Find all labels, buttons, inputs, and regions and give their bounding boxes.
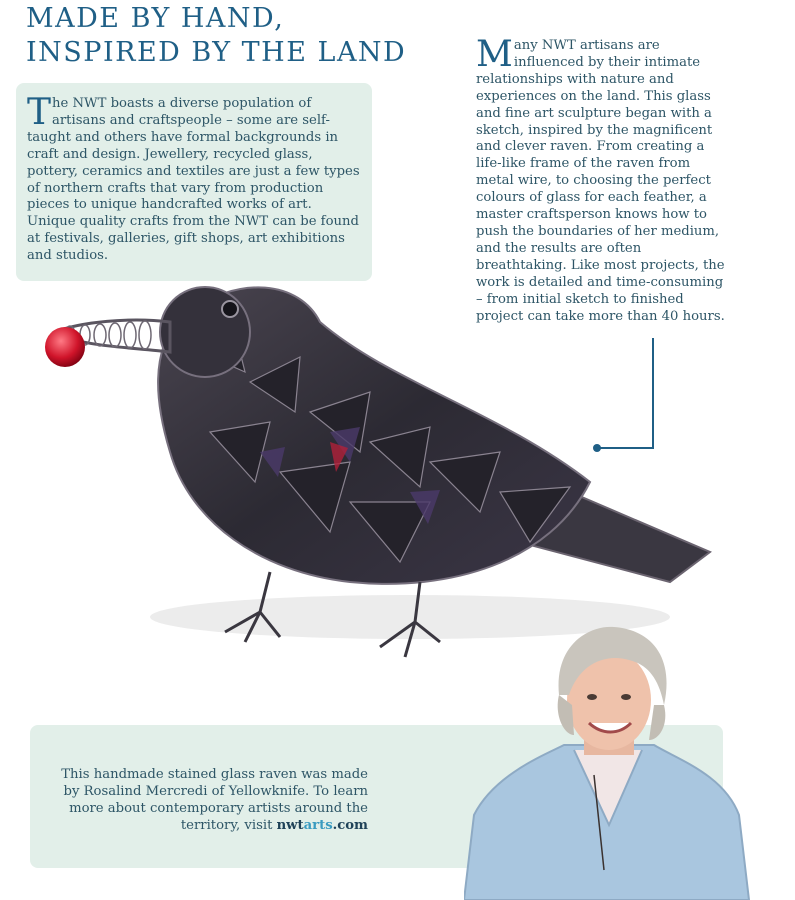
title-line-2: INSPIRED BY THE LAND (26, 37, 407, 68)
stained-glass-raven-photo (30, 262, 730, 682)
nwtarts-link[interactable] (277, 818, 368, 833)
caption-body: This handmade stained glass raven was made by Rosalind Mercredi of Yellowknife. To learn more about contemporary artists around the territory, visit (61, 767, 368, 833)
sidebar-dropcap: M (476, 34, 513, 75)
intro-dropcap: T (27, 92, 52, 133)
sidebar-body: any NWT artisans are influenced by their intimate relationships with nature and experiences on the land. This glass and fine art sculpture began with a sketch, inspired by the magnificent and clever raven. From creating a life-like frame of the raven from metal wire, to choosing the perfect colours of glass for each feather, a master craftsperson knows how to push the boundaries of her medium, and the results are often breathtaking. Like most projects, the work is detailed and time-consuming – from initial sketch to finished project can take more than 40 hours. (476, 38, 725, 324)
title-line-1: MADE BY HAND, (26, 3, 285, 34)
intro-paragraph (27, 92, 362, 265)
intro-body: he NWT boasts a diverse population of artisans and craftspeople – some are self-taught and others have formal backgrounds in craft and design. Jewellery, recycled glass, pottery, ceramics and textiles are just a few types of northern crafts that vary from production pieces to unique handcrafted works of art. Unique quality crafts from the NWT can be found at festivals, galleries, gift shops, art exhibitions and studios. (27, 96, 360, 264)
page-title (26, 2, 446, 70)
link-part-2: arts (303, 818, 333, 833)
photo-caption (50, 766, 368, 834)
link-part-1: nwt (276, 818, 304, 833)
artist-portrait-photo (464, 625, 754, 900)
link-part-3: .com (332, 818, 368, 833)
